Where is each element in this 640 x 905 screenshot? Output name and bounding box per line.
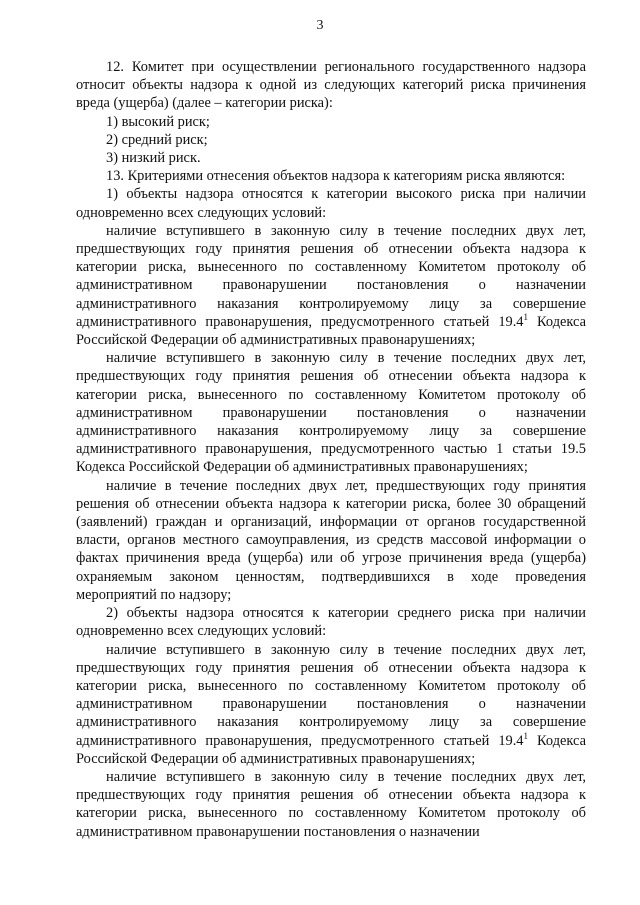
risk-list-item-medium: 2) средний риск; xyxy=(106,131,208,148)
high-risk-intro: 1) объекты надзора относятся к категории высокого риска при наличии одновременно всех следующих условий: xyxy=(76,186,586,221)
medium-risk-condition-2: наличие вступившего в законную силу в течение последних двух лет, предшествующих году принятия решения об отнесении объекта надзора к категории риска, вынесенного по составленному Комитетом протоколу об административном правонарушении постановления о назначении xyxy=(76,768,586,840)
superscript: 1 xyxy=(523,730,529,741)
paragraph-13-intro: 13. Критериями отнесения объектов надзора к категориям риска являются: xyxy=(106,168,566,185)
risk-list-item-high: 1) высокий риск; xyxy=(106,113,210,130)
medium-risk-condition-1-text: наличие вступившего в законную силу в течение последних двух лет, предшествующих году принятия решения об отнесении объекта надзора к категории риска, вынесенного по составленному Комитетом протоколу об административном правонарушении постановления о назначении административного наказания контролируемому лицу за совершение административного правонарушения, предусмотренного статьей 19.4 xyxy=(76,641,586,749)
high-risk-condition-1-text: наличие вступившего в законную силу в течение последних двух лет, предшествующих году принятия решения об отнесении объекта надзора к категории риска, вынесенного по составленному Комитетом протоколу об административном правонарушении постановления о назначении административного наказания контролируемому лицу за совершение административного правонарушения, предусмотренного статьей 19.4 xyxy=(76,222,586,330)
risk-list-item-low: 3) низкий риск. xyxy=(106,150,201,167)
high-risk-condition-1-tail: Кодекса Российской Федерации об административных правонарушениях; xyxy=(76,313,586,349)
medium-risk-condition-1 xyxy=(76,641,586,768)
document-body xyxy=(76,58,586,841)
paragraph-12-intro: 12. Комитет при осуществлении регионального государственного надзора относит объекты надзора к одной из следующих категорий риска причинения вреда (ущерба) (далее – категории риска): xyxy=(76,59,586,112)
superscript: 1 xyxy=(523,312,529,323)
high-risk-condition-1 xyxy=(76,222,586,349)
page-number: 3 xyxy=(316,18,324,33)
high-risk-condition-2: наличие вступившего в законную силу в течение последних двух лет, предшествующих году принятия решения об отнесении объекта надзора к категории риска, вынесенного по составленному Комитетом протоколу об административном правонарушении постановления о назначении административного наказания контролируемому лицу за совершение административного правонарушения, предусмотренного частью 1 статьи 19.5 Кодекса Российской Федерации об административных правонарушениях; xyxy=(76,350,586,476)
high-risk-condition-3: наличие в течение последних двух лет, предшествующих году принятия решения об отнесении объекта надзора к категории риска, более 30 обращений (заявлений) граждан и организаций, информации от органов государственной власти, органов местного самоуправления, из средств массовой информации о фактах причинения вреда (ущерба) или об угрозе причинения вреда (ущерба) охраняемым законом ценностям, подтвердившихся в ходе проведения мероприятий по надзору; xyxy=(76,477,586,603)
medium-risk-condition-1-tail: Кодекса Российской Федерации об административных правонарушениях; xyxy=(76,732,586,767)
medium-risk-intro: 2) объекты надзора относятся к категории среднего риска при наличии одновременно всех следующих условий: xyxy=(76,605,586,640)
